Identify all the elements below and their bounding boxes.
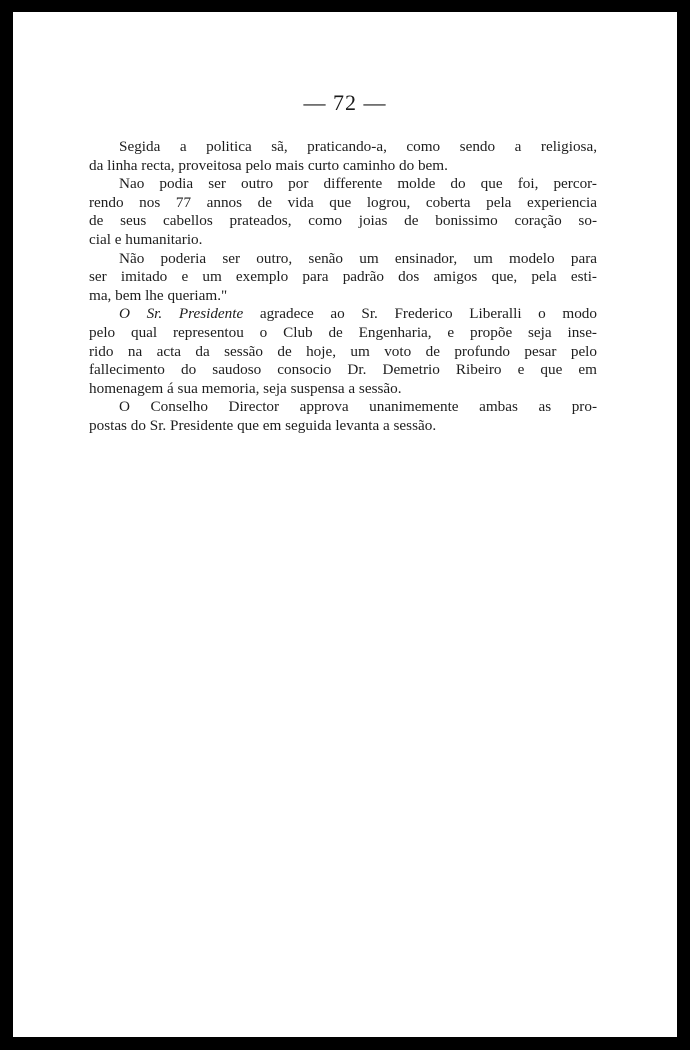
body-text <box>89 138 597 436</box>
paragraph-3-line-2: ser imitado e um exemplo para padrão dos amigos que, pela esti- <box>89 268 597 286</box>
paragraph-1-line-2: da linha recta, proveitosa pelo mais curto caminho do bem. <box>89 156 448 174</box>
paragraph-4-line-1-text: agradece ao Sr. Frederico Liberalli o modo <box>259 305 597 323</box>
page-number: — 72 — <box>303 90 387 115</box>
paragraph-4-line-1 <box>89 305 597 324</box>
paragraph-1-line-1: Segida a politica sã, praticando-a, como sendo a religiosa, <box>119 138 597 155</box>
document-page <box>13 12 677 1037</box>
paragraph-4-line-2: pelo qual representou o Club de Engenharia, e propõe seja inse- <box>89 323 597 341</box>
paragraph-5-line-2: postas do Sr. Presidente que em seguida levanta a sessão. <box>89 416 437 434</box>
paragraph-2-line-1: Nao podia ser outro por differente molde do que foi, percor- <box>119 175 597 193</box>
paragraph-4-line-3: rido na acta da sessão de hoje, um voto de profundo pesar pelo <box>89 342 597 360</box>
paragraph-2-line-3: de seus cabellos prateados, como joias de bonissimo coração so- <box>89 212 597 230</box>
paragraph-2-line-4: cial e humanitario. <box>89 230 203 248</box>
paragraph-2-line-2: rendo nos 77 annos de vida que logrou, coberta pela experiencia <box>89 193 597 211</box>
paragraph-4-line-5: homenagem á sua memoria, seja suspensa a sessão. <box>89 379 402 397</box>
paragraph-3-line-3: ma, bem lhe queriam." <box>89 286 228 304</box>
paragraph-3-line-1: Não poderia ser outro, senão um ensinador, um modelo para <box>119 249 597 267</box>
paragraph-4-line-4: fallecimento do saudoso consocio Dr. Demetrio Ribeiro e que em <box>89 361 597 379</box>
speaker-name: O Sr. Presidente <box>119 305 244 323</box>
paragraph-5-line-1: O Conselho Director approva unanimemente ambas as pro- <box>119 398 597 416</box>
